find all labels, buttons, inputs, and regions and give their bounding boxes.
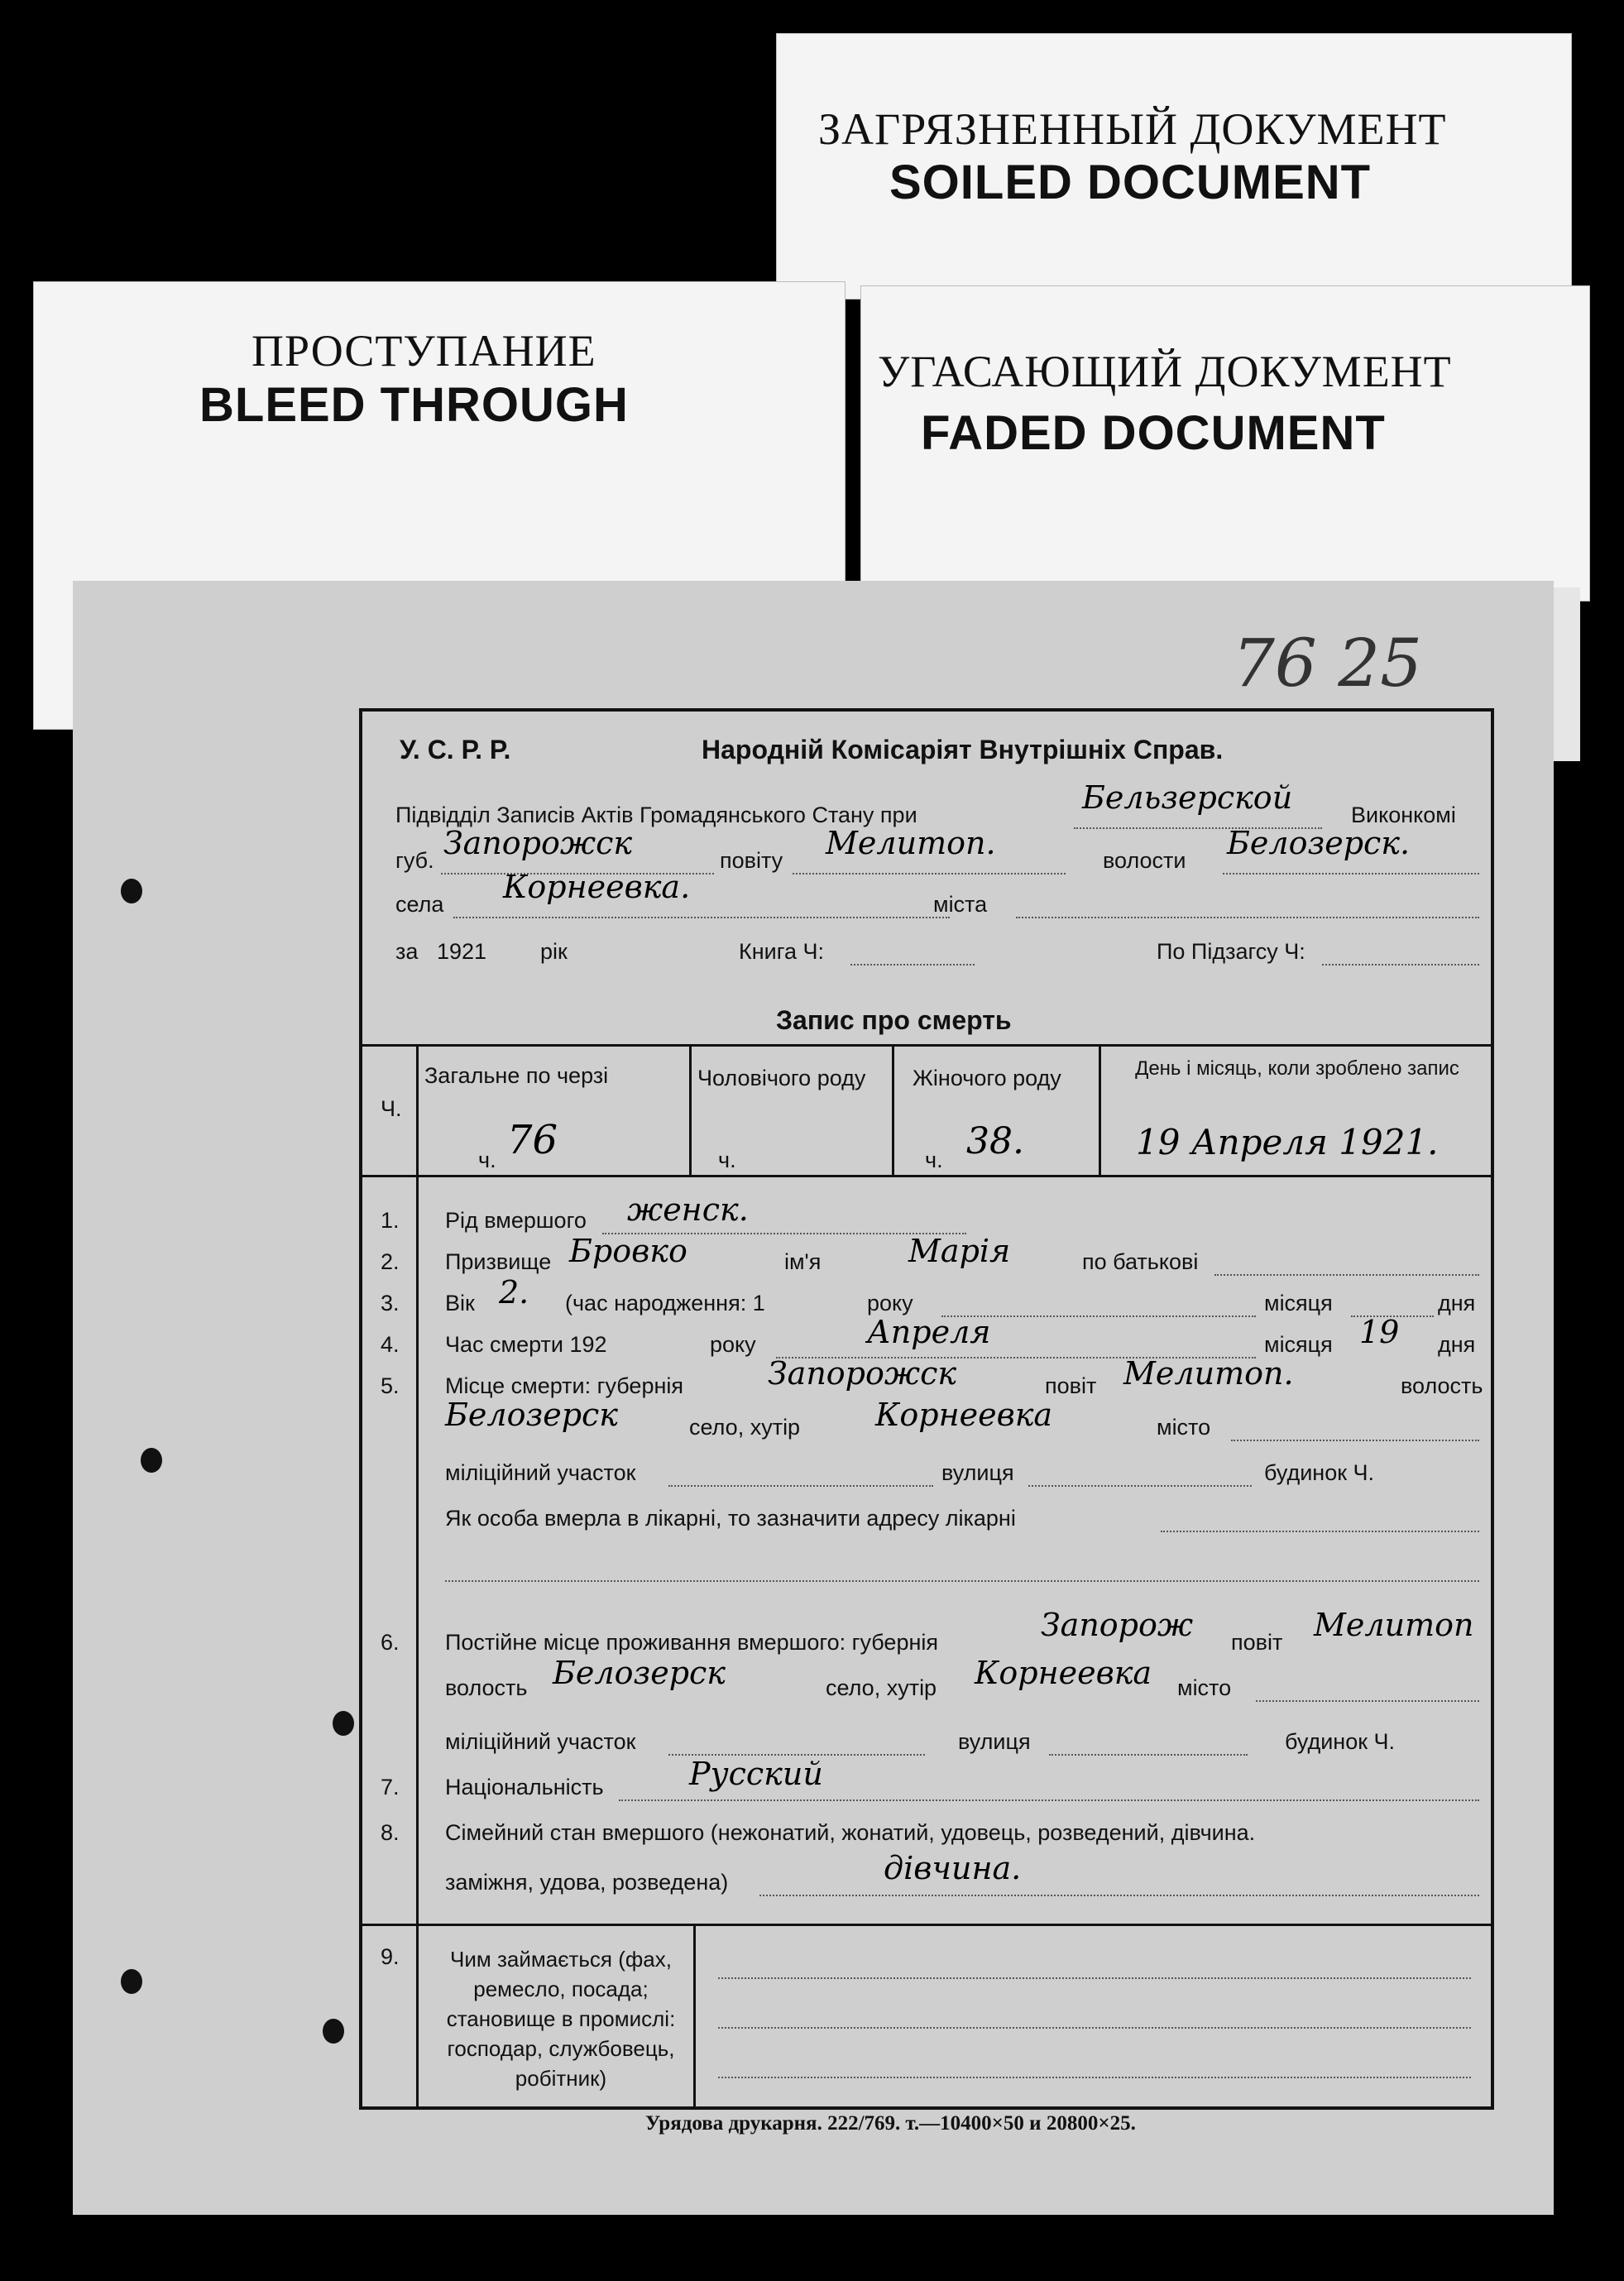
r6b-selo: село, хутір	[826, 1675, 937, 1700]
page-number: 76 25	[1233, 625, 1423, 702]
r3-value: 2.	[499, 1274, 529, 1311]
row-num: 9.	[381, 1944, 400, 1969]
r6b-volost: волость	[445, 1675, 528, 1700]
r5c-bud: будинок Ч.	[1264, 1460, 1375, 1485]
subzags-label: По Підзагсу Ч:	[1157, 939, 1305, 964]
r6-povit-value: Мелитоп	[1314, 1607, 1474, 1643]
val-date: 19 Апреля 1921.	[1136, 1122, 1439, 1162]
row-num: 7.	[381, 1775, 400, 1799]
r1-label: Рід вмершого	[445, 1208, 587, 1233]
soiled-ru: ЗАГРЯЗНЕННЫЙ ДОКУМЕНТ	[818, 104, 1447, 154]
r5d: Як особа вмерла в лікарні, то зазначити адресу лікарні	[445, 1506, 1016, 1531]
r7-value: Русский	[689, 1756, 823, 1792]
book-label: Книга Ч:	[739, 939, 824, 964]
r6-povit: повіт	[1231, 1630, 1283, 1655]
selo-label: села	[395, 892, 444, 917]
r3-year: року	[867, 1291, 913, 1315]
office-label: Підвідділ Записів Актів Громадянського Стану при	[395, 803, 917, 827]
r7-label: Національність	[445, 1775, 604, 1799]
r4-day-value: 19	[1359, 1314, 1400, 1350]
gub-label: губ.	[395, 848, 434, 873]
r8-label: Сімейний стан вмершого (нежонатий, жонатий, удовець, розведений, дівчина.	[445, 1820, 1256, 1845]
office-suffix: Виконкомі	[1351, 803, 1456, 827]
r5-label: Місце смерти: губернія	[445, 1373, 683, 1398]
r8-label2: заміжня, удова, розведена)	[445, 1870, 729, 1895]
r9-label: Чим займається (фах, ремесло, посада; становище в промислі: господар, службовець, робітник)	[446, 1947, 676, 2091]
row-num: 2.	[381, 1249, 400, 1274]
ch-small-male: ч.	[718, 1148, 736, 1172]
death-record-form	[359, 708, 1494, 2110]
r4-month: місяця	[1264, 1332, 1333, 1357]
r2-name-value: Марія	[908, 1233, 1011, 1269]
r3-day: дня	[1438, 1291, 1476, 1315]
punch-hole	[333, 1711, 354, 1736]
r2-label: Призвище	[445, 1249, 552, 1274]
soiled-en: SOILED DOCUMENT	[889, 156, 1372, 209]
povit-label: повіту	[720, 848, 783, 873]
r3-month: місяця	[1264, 1291, 1333, 1315]
year-label: за	[395, 939, 419, 964]
row-num: 6.	[381, 1630, 400, 1655]
r5-povit-value: Мелитоп.	[1123, 1355, 1294, 1392]
col-male: Чоловічого роду	[697, 1066, 866, 1090]
r6-label: Постійне місце проживання вмершого: губернія	[445, 1630, 938, 1655]
r5b-selo-value: Корнеевка	[875, 1397, 1053, 1433]
r5b-selo: село, хутір	[689, 1415, 801, 1440]
faded-ru: УГАСАЮЩИЙ ДОКУМЕНТ	[878, 347, 1452, 396]
ch-small: ч.	[478, 1148, 496, 1172]
row-num: 3.	[381, 1291, 400, 1315]
r5-volost: волость	[1401, 1373, 1483, 1398]
r3-label: Вік	[445, 1291, 475, 1315]
col-general: Загальне по черзі	[424, 1063, 609, 1088]
year-value: 1921	[437, 939, 487, 964]
header-ussr: У. С. Р. Р.	[400, 735, 511, 764]
r3-rest: (час народження: 1	[565, 1291, 765, 1315]
r6c-bud: будинок Ч.	[1285, 1729, 1396, 1754]
faded-document-label	[860, 285, 1590, 601]
r6c-mil: міліційний участок	[445, 1729, 636, 1754]
punch-hole	[121, 1969, 142, 1994]
volost-label: волости	[1103, 848, 1186, 873]
r4-label: Час смерти 192	[445, 1332, 607, 1357]
r1-value: женск.	[627, 1191, 749, 1228]
r2-value: Бровко	[569, 1233, 687, 1269]
table-num-label: Ч.	[381, 1096, 402, 1121]
r5-gub: Запорожск	[768, 1355, 957, 1392]
r4-day: дня	[1438, 1332, 1476, 1357]
r6b-misto: місто	[1177, 1675, 1232, 1700]
punch-hole	[323, 2019, 344, 2044]
r5b-volost-value: Белозерск	[445, 1397, 618, 1433]
r5c-vul: вулиця	[941, 1460, 1014, 1485]
bleed-ru: ПРОСТУПАНИЕ	[252, 326, 596, 376]
mista-label: міста	[933, 892, 988, 917]
r6c-vul: вулиця	[958, 1729, 1031, 1754]
r5-povit: повіт	[1045, 1373, 1097, 1398]
selo-value: Корнеевка.	[503, 869, 691, 905]
row-num: 1.	[381, 1208, 400, 1233]
punch-hole	[121, 879, 142, 903]
r6b-selo-value: Корнеевка	[975, 1655, 1152, 1691]
r4-value: Апреля	[867, 1314, 991, 1350]
ch-small-female: ч.	[925, 1148, 943, 1172]
header-ministry: Народній Комісаріят Внутрішніх Справ.	[702, 735, 1224, 764]
r2-name-label: ім'я	[784, 1249, 822, 1274]
povit-value: Мелитоп.	[826, 825, 996, 861]
r8-value: дівчина.	[884, 1850, 1022, 1886]
r6-gub: Запорож	[1041, 1607, 1194, 1643]
volost-value: Белозерск.	[1227, 825, 1411, 861]
col-female: Жіночого роду	[913, 1066, 1061, 1090]
r4-year: року	[710, 1332, 756, 1357]
form-title: Запис про смерть	[776, 1005, 1012, 1035]
val-general: 76	[507, 1117, 558, 1163]
printer-footer: Урядова друкарня. 222/769. т.—10400×50 и 20800×25.	[645, 2112, 1136, 2135]
bleed-en: BLEED THROUGH	[199, 378, 629, 432]
row-num: 8.	[381, 1820, 400, 1845]
punch-hole	[141, 1448, 162, 1473]
office-value: Бельзерской	[1082, 779, 1293, 816]
r6b-volost-value: Белозерск	[553, 1655, 726, 1691]
faded-en: FADED DOCUMENT	[921, 406, 1386, 460]
year-suffix: рік	[540, 939, 568, 964]
r5c-mil: міліційний участок	[445, 1460, 636, 1485]
row-num: 4.	[381, 1332, 400, 1357]
r5b-misto: місто	[1157, 1415, 1211, 1440]
soiled-document-label	[776, 33, 1572, 300]
col-date: День і місяць, коли зроблено запис	[1135, 1057, 1459, 1080]
r2-father-label: по батькові	[1082, 1249, 1199, 1274]
gub-value: Запорожск	[443, 825, 633, 861]
row-num: 5.	[381, 1373, 400, 1398]
val-female: 38.	[966, 1120, 1024, 1162]
